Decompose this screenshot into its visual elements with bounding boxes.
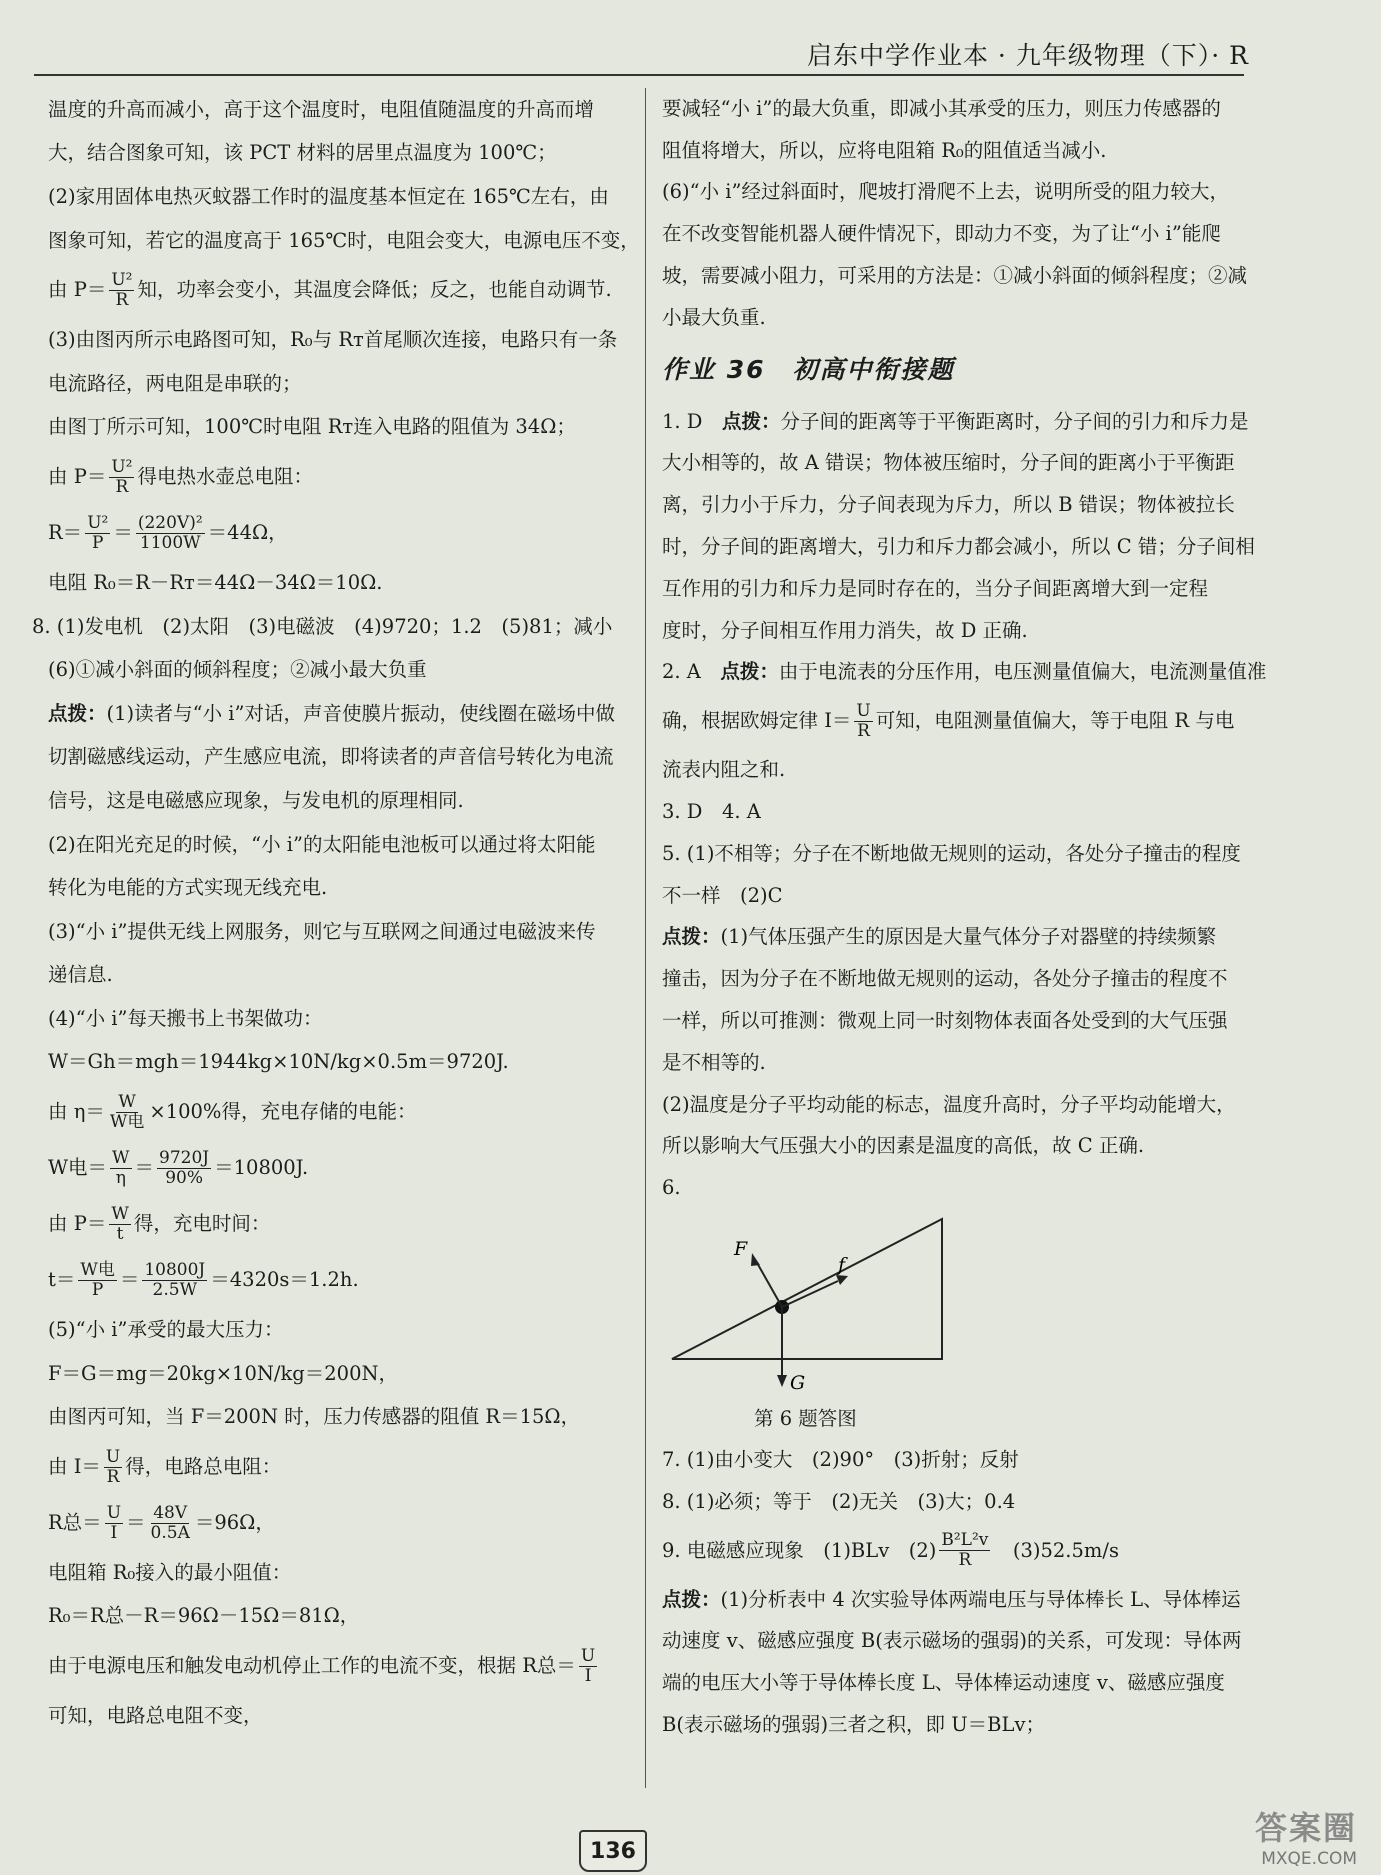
text-line: 度时，分子间相互作用力消失，故 D 正确. xyxy=(662,618,1028,642)
fraction: $\frac{\text{(220V)²}}{1100W}$ xyxy=(137,512,203,553)
section-title: 作业 36 初高中衔接题 xyxy=(662,354,955,384)
text-line: 切割磁感线运动，产生感应电流，即将读者的声音信号转化为电流 xyxy=(48,745,614,769)
text-line: 要减轻“小 i”的最大负重，即减小其承受的压力，则压力传感器的 xyxy=(662,96,1221,120)
text-line: W＝Gh＝mgh＝1944kg×10N/kg×0.5m＝9720J. xyxy=(48,1050,509,1074)
answer-line: 7. (1)由小变大 (2)90° (3)折射；反射 xyxy=(662,1448,1019,1472)
fraction: $\frac{U}{I}$ xyxy=(106,1502,122,1543)
text-line: (6)①减小斜面的倾斜程度；②减小最大负重 xyxy=(48,658,427,682)
text-line: 小最大负重. xyxy=(662,305,766,329)
text-line: 可知，电路总电阻不变， xyxy=(48,1704,263,1728)
fraction: $\frac{48V}{0.5A}$ xyxy=(150,1502,190,1543)
watermark-logo: 答案圈 xyxy=(1254,1809,1357,1847)
text-line: 大，结合图象可知，该 PCT 材料的居里点温度为 100℃； xyxy=(48,141,557,165)
friction-force-arrow xyxy=(782,1281,838,1307)
text-line: 转化为电能的方式实现无线充电. xyxy=(48,876,328,900)
text-line: 不一样 (2)C xyxy=(662,883,783,907)
hint-line: 点拨： (1)读者与“小 i”对话，声音使膜片振动，使线圈在磁场中做 xyxy=(48,701,616,725)
fraction: $\frac{9720J}{90\%}$ xyxy=(159,1147,210,1188)
normal-force-arrowhead xyxy=(751,1253,760,1266)
text-line: 递信息. xyxy=(48,963,113,987)
text-line: (2)温度是分子平均动能的标志，温度升高时，分子平均动能增大， xyxy=(662,1092,1236,1116)
watermark xyxy=(1255,1803,1357,1869)
formula-line: 由 P＝ $\frac{\text{U²}}{R}$ 得电热水壶总电阻： xyxy=(48,456,313,497)
text-line: 信号，这是电磁感应现象，与发电机的原理相同. xyxy=(48,788,464,812)
text-line: 是不相等的. xyxy=(662,1050,766,1074)
text-line: 流表内阻之和. xyxy=(662,758,786,782)
text-line: R₀＝R总－R＝96Ω－15Ω＝81Ω， xyxy=(48,1604,360,1628)
fraction: $\frac{U}{R}$ xyxy=(105,1446,121,1487)
page-header xyxy=(0,30,1381,70)
fraction: $\frac{10800J}{2.5W}$ xyxy=(144,1259,206,1300)
text-line: (3)由图丙所示电路图可知，R₀与 Rᴛ首尾顺次连接，电路只有一条 xyxy=(48,328,618,352)
incline-triangle xyxy=(672,1219,942,1359)
answer-line: 3. D 4. A xyxy=(662,800,761,824)
text-line: 电阻 R₀＝R－Rᴛ＝44Ω－34Ω＝10Ω. xyxy=(48,570,383,594)
hint-label: 点拨： xyxy=(662,1587,721,1611)
text-line: 电阻箱 R₀接入的最小阻值： xyxy=(48,1560,292,1584)
fraction: $\frac{\text{U²}}{P}$ xyxy=(87,512,109,553)
answer-line: 8. (1)发电机 (2)太阳 (3)电磁波 (4)9720；1.2 (5)81；减小 xyxy=(32,614,613,638)
answer-line: 6. xyxy=(662,1176,681,1200)
formula-line: 由 I＝ $\frac{U}{R}$ 得，电路总电阻： xyxy=(48,1446,282,1487)
figure-caption: 第 6 题答图 xyxy=(754,1407,857,1431)
text-line: 坡，需要减小阻力，可采用的方法是：①减小斜面的倾斜程度；②减 xyxy=(662,264,1248,288)
hint-label: 点拨： xyxy=(721,409,781,433)
text-line: 离，引力小于斥力，分子间表现为斥力，所以 B 错误；物体被拉长 xyxy=(662,493,1235,517)
incline-force-diagram xyxy=(662,1209,1252,1399)
label-G: G xyxy=(790,1372,806,1395)
fraction: $\frac{U}{I}$ xyxy=(580,1645,596,1686)
text-line: 阻值将增大，所以，应将电阻箱 R₀的阻值适当减小. xyxy=(662,138,1107,162)
formula-line: 由于电源电压和触发电动机停止工作的电流不变，根据 R总＝ $\frac{U}{I}$ xyxy=(48,1645,596,1686)
text-line: 大小相等的，故 A 错误；物体被压缩时，分子间的距离小于平衡距 xyxy=(662,451,1235,475)
text-line: (3)“小 i”提供无线上网服务，则它与互联网之间通过电磁波来传 xyxy=(48,919,596,943)
page-number: 136 xyxy=(579,1830,647,1872)
force-diagram-svg xyxy=(662,1209,1022,1399)
fraction: $\frac{W}{t}$ xyxy=(111,1203,129,1244)
text-line: B(表示磁场的强弱)三者之积，即 U＝BLv； xyxy=(662,1713,1045,1736)
text-line: 由图丙可知，当 F＝200N 时，压力传感器的阻值 R＝15Ω， xyxy=(48,1405,581,1429)
column-divider xyxy=(645,88,646,1788)
hint-label: 点拨： xyxy=(48,701,107,725)
hint-label: 点拨： xyxy=(720,660,779,684)
formula-line: 由 η＝ $\frac{W}{\text{W电}}$ ×100%得，充电存储的电能： xyxy=(48,1091,417,1132)
label-F: F xyxy=(734,1238,748,1261)
text-line: 互作用的引力和斥力是同时存在的，当分子间距离增大到一定程 xyxy=(662,576,1209,600)
formula-line: 确，根据欧姆定律 I＝ $\frac{U}{R}$ 可知，电阻测量值偏大，等于电阻 R 与电 xyxy=(662,700,1235,741)
text-line: (4)“小 i”每天搬书上书架做功： xyxy=(48,1006,323,1030)
answer-line: 9. 电磁感应现象 (1)BLv (2) $\frac{\text{B²L²v}}{R}$ (3)52.5m/s xyxy=(662,1530,1119,1571)
hint-line: 点拨： (1)气体压强产生的原因是大量气体分子对器壁的持续频繁 xyxy=(662,925,1217,949)
text-line: 由图丁所示可知，100℃时电阻 Rᴛ连入电路的阻值为 34Ω； xyxy=(48,415,576,439)
text-line: 在不改变智能机器人硬件情况下，即动力不变，为了让“小 i”能爬 xyxy=(662,222,1221,246)
text-line: (6)“小 i”经过斜面时，爬坡打滑爬不上去，说明所受的阻力较大， xyxy=(662,180,1229,204)
fraction: $\frac{W}{\eta}$ xyxy=(112,1147,130,1188)
text-line: (5)“小 i”承受的最大压力： xyxy=(48,1318,284,1342)
text-line: 端的电压大小等于导体棒长度 L、导体棒运动速度 v、磁感应强度 xyxy=(662,1671,1225,1695)
left-column xyxy=(32,88,640,1738)
formula-line: 由 P＝ $\frac{W}{t}$ 得，充电时间： xyxy=(48,1203,271,1244)
fraction: $\frac{\text{W电}}{P}$ xyxy=(80,1259,115,1300)
answer-line: 5. (1)不相等；分子在不断地做无规则的运动，各处分子撞击的程度 xyxy=(662,841,1241,865)
answer-line: 1. D 点拨： 分子间的距离等于平衡距离时，分子间的引力和斥力是 xyxy=(662,409,1249,433)
text-line: 电流路径，两电阻是串联的； xyxy=(48,371,302,395)
text-line: (2)家用固体电热灭蚊器工作时的温度基本恒定在 165℃左右，由 xyxy=(48,184,609,208)
label-f: f xyxy=(838,1254,846,1277)
text-line: 撞击，因为分子在不断地做无规则的运动，各处分子撞击的程度不 xyxy=(662,967,1228,991)
fraction: $\frac{\text{B²L²v}}{R}$ xyxy=(941,1530,989,1571)
fraction: $\frac{\text{U²}}{R}$ xyxy=(111,269,133,310)
hint-line: 点拨： (1)分析表中 4 次实验导体两端电压与导体棒长 L、导体棒运 xyxy=(662,1587,1241,1611)
formula-line: t＝ $\frac{\text{W电}}{P}$ ＝ $\frac{10800J}{2.5W}$ ＝4320s＝1.2h. xyxy=(48,1259,359,1300)
text-line: 一样，所以可推测：微观上同一时刻物体表面各处受到的大气压强 xyxy=(662,1009,1228,1033)
text-line: 温度的升高而减小，高于这个温度时，电阻值随温度的升高而增 xyxy=(48,97,595,121)
fraction: $\frac{\text{U²}}{R}$ xyxy=(111,456,133,497)
gravity-force-arrowhead xyxy=(777,1375,787,1387)
header-title: 启东中学作业本 · 九年级物理（下）· R xyxy=(806,41,1249,70)
fraction: $\frac{W}{\text{W电}}$ xyxy=(109,1091,145,1132)
text-line: F＝G＝mg＝20kg×10N/kg＝200N， xyxy=(48,1361,399,1385)
watermark-site: MXQE.COM xyxy=(1261,1849,1357,1869)
text-line: 图象可知，若它的温度高于 165℃时，电阻会变大，电源电压不变， xyxy=(48,228,640,252)
answer-line: 8. (1)必须；等于 (2)无关 (3)大；0.4 xyxy=(662,1489,1016,1513)
formula-line: 由 P＝ $\frac{\text{U²}}{R}$ 知，功率会变小，其温度会降低；反之，也能自动调节. xyxy=(48,269,612,310)
text-line: (2)在阳光充足的时候，“小 i”的太阳能电池板可以通过将太阳能 xyxy=(48,832,596,856)
answer-line: 2. A 点拨： 由于电流表的分压作用，电压测量值偏大，电流测量值准 xyxy=(662,660,1267,684)
text-line: 所以影响大气压强大小的因素是温度的高低，故 C 正确. xyxy=(662,1134,1145,1158)
fraction: $\frac{U}{R}$ xyxy=(856,700,871,741)
formula-line: R＝ $\frac{\text{U²}}{P}$ ＝ $\frac{\text{(220V)²}}{1100W}$ ＝44Ω， xyxy=(48,512,288,553)
text-line: 时，分子间的距离增大，引力和斥力都会减小，所以 C 错；分子间相 xyxy=(662,535,1255,559)
normal-force-arrow xyxy=(756,1261,782,1307)
hint-label: 点拨： xyxy=(662,925,721,949)
friction-force-arrowhead xyxy=(836,1275,848,1285)
text-line: 动速度 v、磁感应强度 B(表示磁场的强弱)的关系，可发现：导体两 xyxy=(662,1629,1242,1653)
formula-line: W电＝ $\frac{W}{\eta}$ ＝ $\frac{9720J}{90\%}$ ＝10800J. xyxy=(48,1147,309,1188)
right-column xyxy=(662,88,1267,1746)
formula-line: R总＝ $\frac{U}{I}$ ＝ $\frac{48V}{0.5A}$ ＝96Ω， xyxy=(48,1502,275,1543)
header-rule xyxy=(34,74,1244,76)
